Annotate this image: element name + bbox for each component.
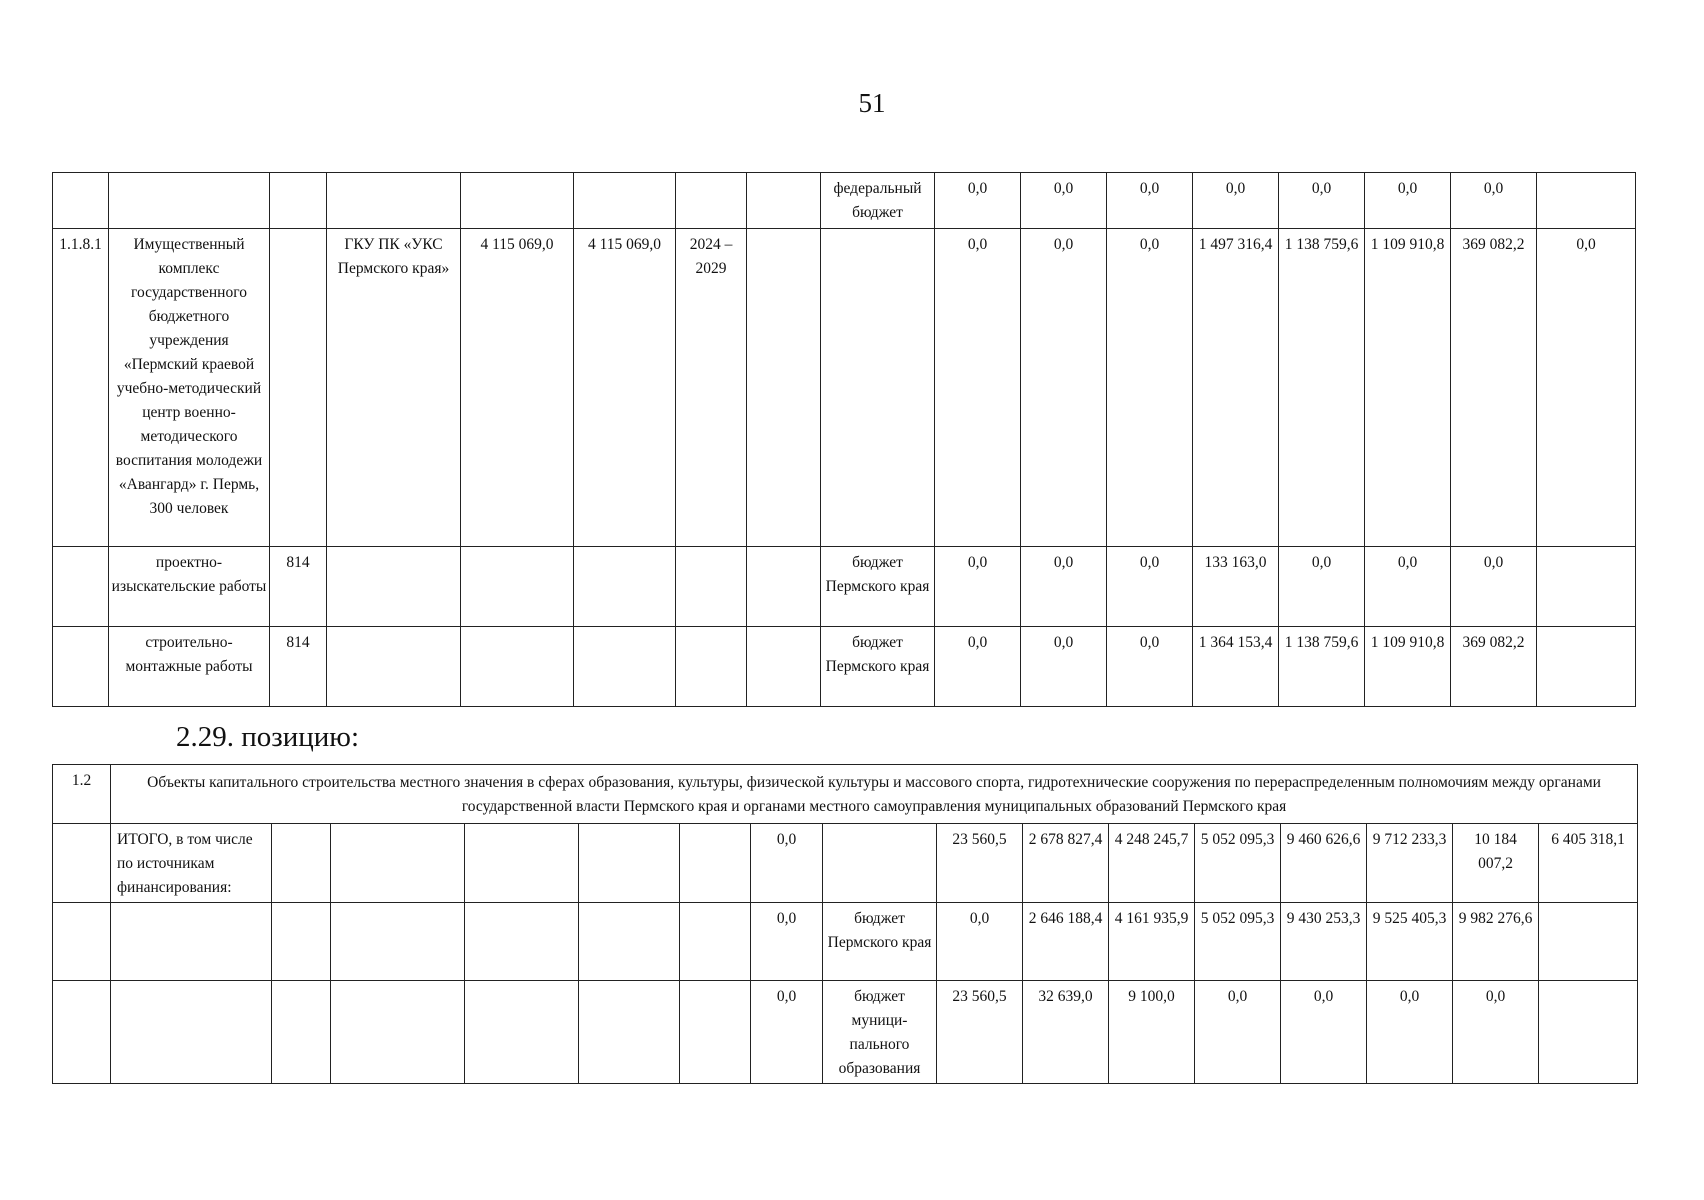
- cell: [574, 627, 676, 707]
- cell-value: 1 138 759,6: [1279, 229, 1365, 547]
- cell-value: 4 115 069,0: [574, 229, 676, 547]
- budget-table-2: [52, 764, 1638, 1084]
- cell-value: 10 184 007,2: [1453, 824, 1539, 903]
- cell-value: 4 161 935,9: [1109, 903, 1195, 981]
- cell: [53, 981, 111, 1084]
- cell-value: 0,0: [1365, 547, 1451, 627]
- cell-value: 0,0: [1451, 173, 1537, 229]
- cell: [465, 903, 579, 981]
- section-heading: 2.29. позицию:: [176, 721, 360, 753]
- cell-value: [1539, 981, 1638, 1084]
- cell: [676, 547, 747, 627]
- cell-value: [1537, 627, 1636, 707]
- cell: [327, 173, 461, 229]
- cell: [465, 981, 579, 1084]
- cell-value: 0,0: [937, 903, 1023, 981]
- cell-value: 23 560,5: [937, 981, 1023, 1084]
- cell-value: 0,0: [1537, 229, 1636, 547]
- cell-value: 9 100,0: [1109, 981, 1195, 1084]
- table-row: [53, 627, 1636, 707]
- cell: [676, 627, 747, 707]
- cell-value: 1 109 910,8: [1365, 229, 1451, 547]
- funding-source: бюджет муници-пального образования: [823, 981, 937, 1084]
- funding-source: федеральный бюджет: [821, 173, 935, 229]
- cell: [327, 547, 461, 627]
- cell-value: 0,0: [1367, 981, 1453, 1084]
- cell: [53, 903, 111, 981]
- object-name: строительно-монтажные работы: [109, 627, 270, 707]
- cell: [461, 627, 574, 707]
- cell-value: 0,0: [1107, 547, 1193, 627]
- cell: [680, 981, 751, 1084]
- cell-value: 9 460 626,6: [1281, 824, 1367, 903]
- cell: [574, 547, 676, 627]
- customer: ГКУ ПК «УКС Пермского края»: [327, 229, 461, 547]
- cell: [272, 903, 331, 981]
- cell-value: 1 109 910,8: [1365, 627, 1451, 707]
- object-name: Имущественный комплекс государственного бюджетного учреждения «Пермский краевой учебно-методический центр военно-методического воспитания молодежи «Авангард» г. Пермь, 300 человек: [109, 229, 270, 547]
- cell: [747, 627, 821, 707]
- cell-value: 133 163,0: [1193, 547, 1279, 627]
- cell: [53, 173, 109, 229]
- cell-value: [1537, 547, 1636, 627]
- funding-source: [823, 824, 937, 903]
- budget-table-1: [52, 172, 1636, 707]
- cell: [53, 547, 109, 627]
- table-row: [53, 903, 1638, 981]
- table-header-row: [53, 765, 1638, 824]
- cell-value: 0,0: [1021, 229, 1107, 547]
- cell-value: 0,0: [935, 547, 1021, 627]
- cell-value: 0,0: [1107, 627, 1193, 707]
- cell-value: 0,0: [1365, 173, 1451, 229]
- cell-value: 9 430 253,3: [1281, 903, 1367, 981]
- cell: [327, 627, 461, 707]
- cell-value: 32 639,0: [1023, 981, 1109, 1084]
- total-label: ИТОГО, в том числе по источникам финансирования:: [111, 824, 272, 903]
- cell: 814: [270, 627, 327, 707]
- cell-value: 0,0: [1451, 547, 1537, 627]
- cell: [53, 627, 109, 707]
- cell: [270, 229, 327, 547]
- cell: [111, 981, 272, 1084]
- cell-value: 0,0: [1021, 627, 1107, 707]
- period: 2024 – 2029: [676, 229, 747, 547]
- funding-source: бюджет Пермского края: [821, 627, 935, 707]
- page-number: 51: [858, 88, 886, 118]
- funding-source: бюджет Пермского края: [823, 903, 937, 981]
- funding-source: [821, 229, 935, 547]
- section-title: Объекты капитального строительства местного значения в сферах образования, культуры, физической культуры и массового спорта, гидротехнические сооружения по перераспределенным полномочиям между органами государственной власти Пермского края и органами местного самоуправления муниципальных образований Пермского края: [111, 765, 1638, 824]
- cell: [579, 981, 680, 1084]
- cell-value: [1539, 903, 1638, 981]
- row-code: 1.2: [53, 765, 111, 824]
- cell-value: 0,0: [751, 824, 823, 903]
- cell-value: 2 678 827,4: [1023, 824, 1109, 903]
- table-row: [53, 824, 1638, 903]
- cell: [579, 903, 680, 981]
- cell-value: 0,0: [1453, 981, 1539, 1084]
- cell-value: 6 405 318,1: [1539, 824, 1638, 903]
- cell-value: 0,0: [1281, 981, 1367, 1084]
- cell-value: 0,0: [1279, 547, 1365, 627]
- cell-value: 1 138 759,6: [1279, 627, 1365, 707]
- table-row: [53, 229, 1636, 547]
- cell-value: 5 052 095,3: [1195, 824, 1281, 903]
- cell: [111, 903, 272, 981]
- cell-value: 1 364 153,4: [1193, 627, 1279, 707]
- cell-value: 9 712 233,3: [1367, 824, 1453, 903]
- cell: 814: [270, 547, 327, 627]
- cell-value: 0,0: [1107, 173, 1193, 229]
- cell: [461, 173, 574, 229]
- cell-value: 4 248 245,7: [1109, 824, 1195, 903]
- cell-value: 0,0: [1279, 173, 1365, 229]
- cell: [272, 824, 331, 903]
- table-row: [53, 547, 1636, 627]
- cell: [270, 173, 327, 229]
- cell: [331, 981, 465, 1084]
- funding-source: бюджет Пермского края: [821, 547, 935, 627]
- cell: [461, 547, 574, 627]
- cell-value: 9 525 405,3: [1367, 903, 1453, 981]
- cell-value: 0,0: [751, 981, 823, 1084]
- cell: [331, 903, 465, 981]
- cell-value: 0,0: [1195, 981, 1281, 1084]
- cell: [53, 824, 111, 903]
- cell-value: 369 082,2: [1451, 229, 1537, 547]
- cell: [272, 981, 331, 1084]
- cell-value: 5 052 095,3: [1195, 903, 1281, 981]
- cell-value: [1537, 173, 1636, 229]
- cell: [331, 824, 465, 903]
- cell-value: 9 982 276,6: [1453, 903, 1539, 981]
- cell-value: 0,0: [1021, 547, 1107, 627]
- object-name: проектно-изыскательские работы: [109, 547, 270, 627]
- cell-value: 0,0: [1193, 173, 1279, 229]
- cell: [747, 229, 821, 547]
- cell-value: 0,0: [935, 173, 1021, 229]
- table-row: [53, 981, 1638, 1084]
- cell-value: 369 082,2: [1451, 627, 1537, 707]
- cell: [680, 824, 751, 903]
- row-code: 1.1.8.1: [53, 229, 109, 547]
- cell: [109, 173, 270, 229]
- cell-value: 0,0: [935, 229, 1021, 547]
- cell: [747, 173, 821, 229]
- cell-value: 0,0: [751, 903, 823, 981]
- cell: [465, 824, 579, 903]
- cell: [680, 903, 751, 981]
- cell: [747, 547, 821, 627]
- table-row: [53, 173, 1636, 229]
- cell-value: 23 560,5: [937, 824, 1023, 903]
- cell-value: 0,0: [1021, 173, 1107, 229]
- cell-value: 2 646 188,4: [1023, 903, 1109, 981]
- cell: [574, 173, 676, 229]
- cell-value: 1 497 316,4: [1193, 229, 1279, 547]
- cell: [579, 824, 680, 903]
- cell-value: 4 115 069,0: [461, 229, 574, 547]
- cell: [676, 173, 747, 229]
- cell-value: 0,0: [935, 627, 1021, 707]
- cell-value: 0,0: [1107, 229, 1193, 547]
